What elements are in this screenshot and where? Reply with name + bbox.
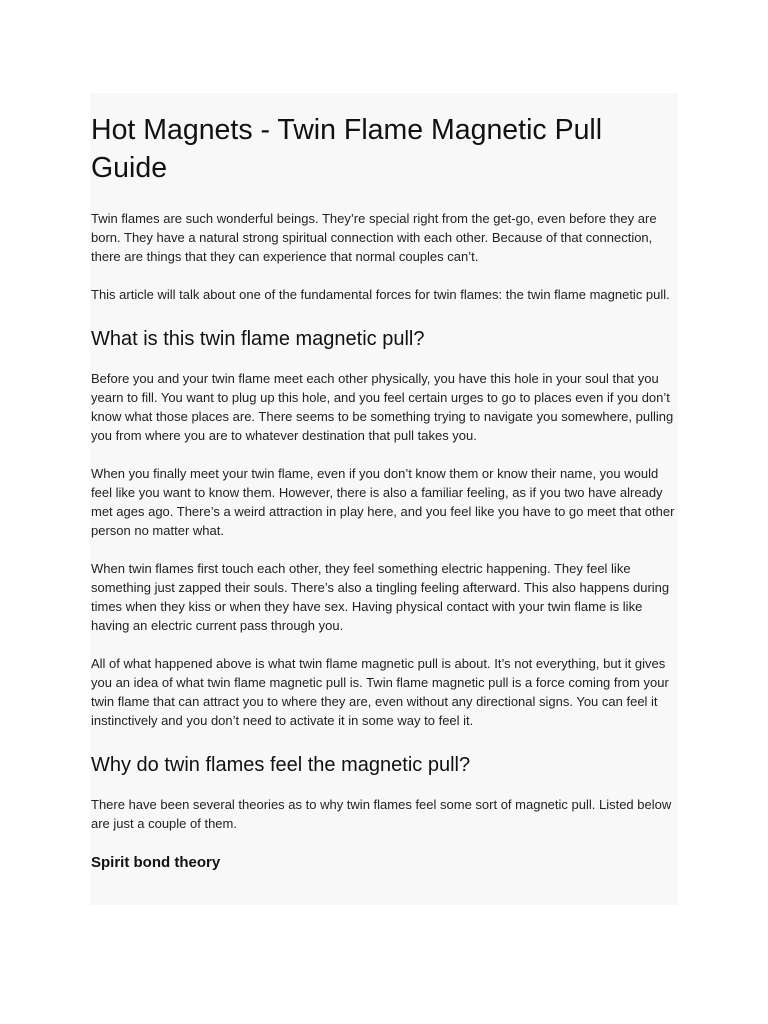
document-page [90,93,678,905]
section1-paragraph-2: When you finally meet your twin flame, even if you don’t know them or know their name, you would feel like you want to know them. However, there is also a familiar feeling, as if you two have already met ages ago. There’s a weird attraction in play here, and you feel like you have to go meet that other person no matter what. [91,466,675,538]
section1-paragraph-4: All of what happened above is what twin flame magnetic pull is about. It’s not everything, but it gives you an idea of what twin flame magnetic pull is. Twin flame magnetic pull is a force coming from your twin flame that can attract you to where they are, even without any directional signs. You can feel it instinctively and you don’t need to activate it in some way to feel it. [91,656,669,728]
section1-paragraph-1: Before you and your twin flame meet each other physically, you have this hole in your soul that you yearn to fill. You want to plug up this hole, and you feel certain urges to go to places even if you don’t know what those places are. There seems to be something trying to navigate you somewhere, pulling you from where you are to whatever destination that pull takes you. [91,371,674,443]
article-body [90,111,678,873]
intro-paragraph-2: This article will talk about one of the fundamental forces for twin flames: the twin flame magnetic pull. [91,287,670,302]
subheading-spirit-bond-theory: Spirit bond theory [91,854,221,871]
intro-paragraph-1: Twin flames are such wonderful beings. They’re special right from the get-go, even before they are born. They have a natural strong spiritual connection with each other. Because of that connection, there are things that they can experience that normal couples can’t. [91,211,657,264]
section-heading-what-is-pull: What is this twin flame magnetic pull? [91,328,425,350]
article-title: Hot Magnets - Twin Flame Magnetic Pull Guide [91,114,603,184]
section-heading-why-feel-pull: Why do twin flames feel the magnetic pull? [91,754,471,776]
section1-paragraph-3: When twin flames first touch each other, they feel something electric happening. They feel like something just zapped their souls. There’s also a tingling feeling afterward. This also happens during times when they kiss or when they have sex. Having physical contact with your twin flame is like having an electric current pass through you. [91,561,670,633]
section2-paragraph-1: There have been several theories as to why twin flames feel some sort of magnetic pull. Listed below are just a couple of them. [91,797,672,831]
